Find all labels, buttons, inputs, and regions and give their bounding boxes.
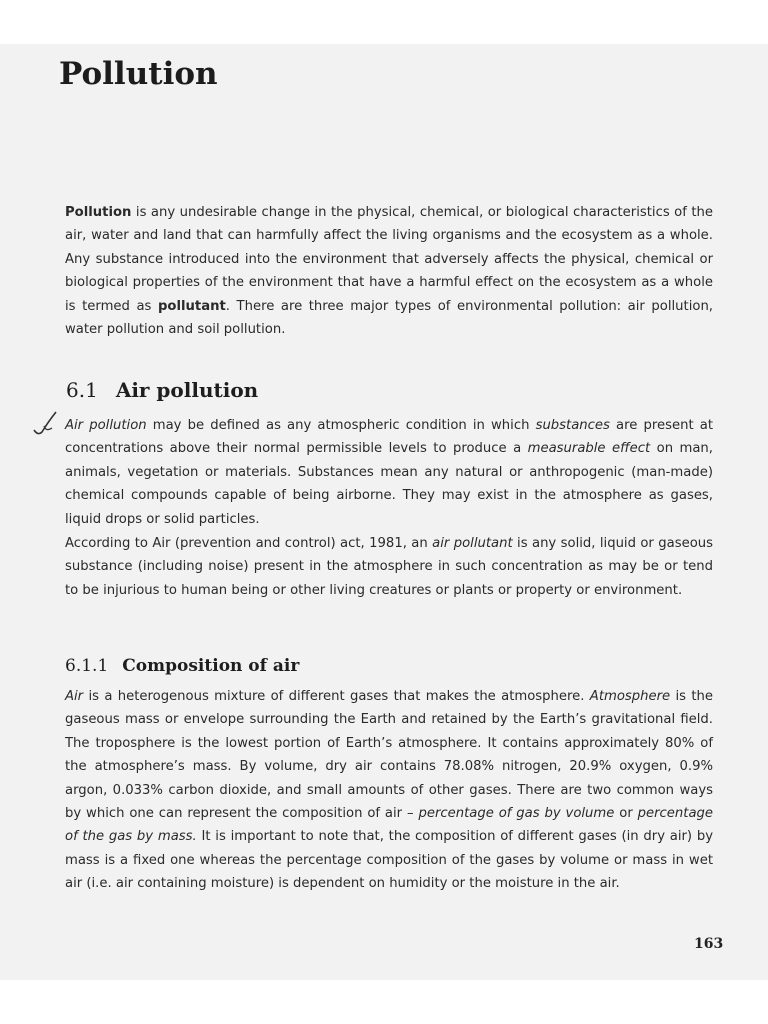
text-run: on man, animals, vegetation or materials. Substances mean any natural or anthropogenic (man-made) chemical compounds capable of being airborne. They may exist in the atmosphere as gases, liquid drops or solid particles.: [65, 441, 713, 527]
composition-paragraph: [65, 685, 713, 896]
term-air-pollution: Air pollution: [65, 418, 147, 433]
section-title: Air pollution: [115, 378, 259, 402]
text-run: According to Air (prevention and control) act, 1981, an: [65, 536, 433, 551]
text-run: is the gaseous mass or envelope surrounding the Earth and retained by the Earth’s gravitational field. The troposphere is the lowest portion of Earth’s atmosphere. It contains approximately 80% of the atmosphere’s mass. By volume, dry air contains 78.08% nitrogen, 20.9% oxygen, 0.9% argon, 0.033% carbon dioxide, and small amounts of other gases. There are two common ways by which one can represent the composition of air –: [65, 689, 714, 822]
section-heading-6-1-1: [65, 656, 299, 676]
section-title: Composition of air: [122, 656, 300, 676]
em-by-volume: percentage of gas by volume: [418, 806, 615, 822]
air-pollution-definition: [65, 414, 713, 531]
em-air-pollutant: air pollutant: [432, 536, 513, 551]
intro-text-1: is any undesirable change in the physical, chemical, or biological characteristics of the air, water and land that can harmfully affect the living organisms and the ecosystem as a whole. Any substance introduced into the environment that adversely affects the physical, chemical or biological properties of the environment that have a harmful effect on the ecosystem as a whole is termed as: [65, 205, 713, 314]
intro-text-2: . There are three major types of environmental pollution: air pollution, water pollution and soil pollution.: [65, 298, 713, 338]
section-number: 6.1.1: [65, 656, 109, 676]
page-number: 163: [694, 936, 724, 952]
text-run: are present at concentrations above their normal permissible levels to produce a: [65, 418, 713, 457]
air-act-paragraph: [65, 532, 713, 602]
em-air: Air: [65, 689, 84, 704]
em-by-mass: percentage of the gas by mass.: [65, 806, 714, 845]
section-heading-6-1: [66, 378, 258, 402]
term-pollution: Pollution: [65, 205, 132, 220]
checkmark-icon: [30, 410, 60, 440]
text-run: is a heterogenous mixture of different gases that makes the atmosphere.: [83, 689, 590, 704]
text-run: may be defined as any atmospheric condition in which: [146, 418, 536, 433]
text-run: or: [614, 806, 638, 822]
em-substances: substances: [535, 418, 610, 433]
em-measurable-effect: measurable effect: [527, 441, 651, 457]
section-number: 6.1: [66, 378, 98, 402]
intro-paragraph: [65, 201, 713, 341]
term-pollutant: pollutant: [157, 298, 226, 314]
text-run: is any solid, liquid or gaseous substance (including noise) present in the atmosphere in such concentration as may be or tend to be injurious to human being or other living creatures or plants or property or environment.: [65, 536, 713, 598]
em-atmosphere: Atmosphere: [589, 689, 671, 704]
text-run: It is important to note that, the composition of different gases (in dry air) by mass is a fixed one whereas the percentage composition of the gases by volume or mass in wet air (i.e. air containing moisture) is dependent on humidity or the moisture in the air.: [65, 829, 714, 892]
page-title: Pollution: [59, 56, 218, 92]
